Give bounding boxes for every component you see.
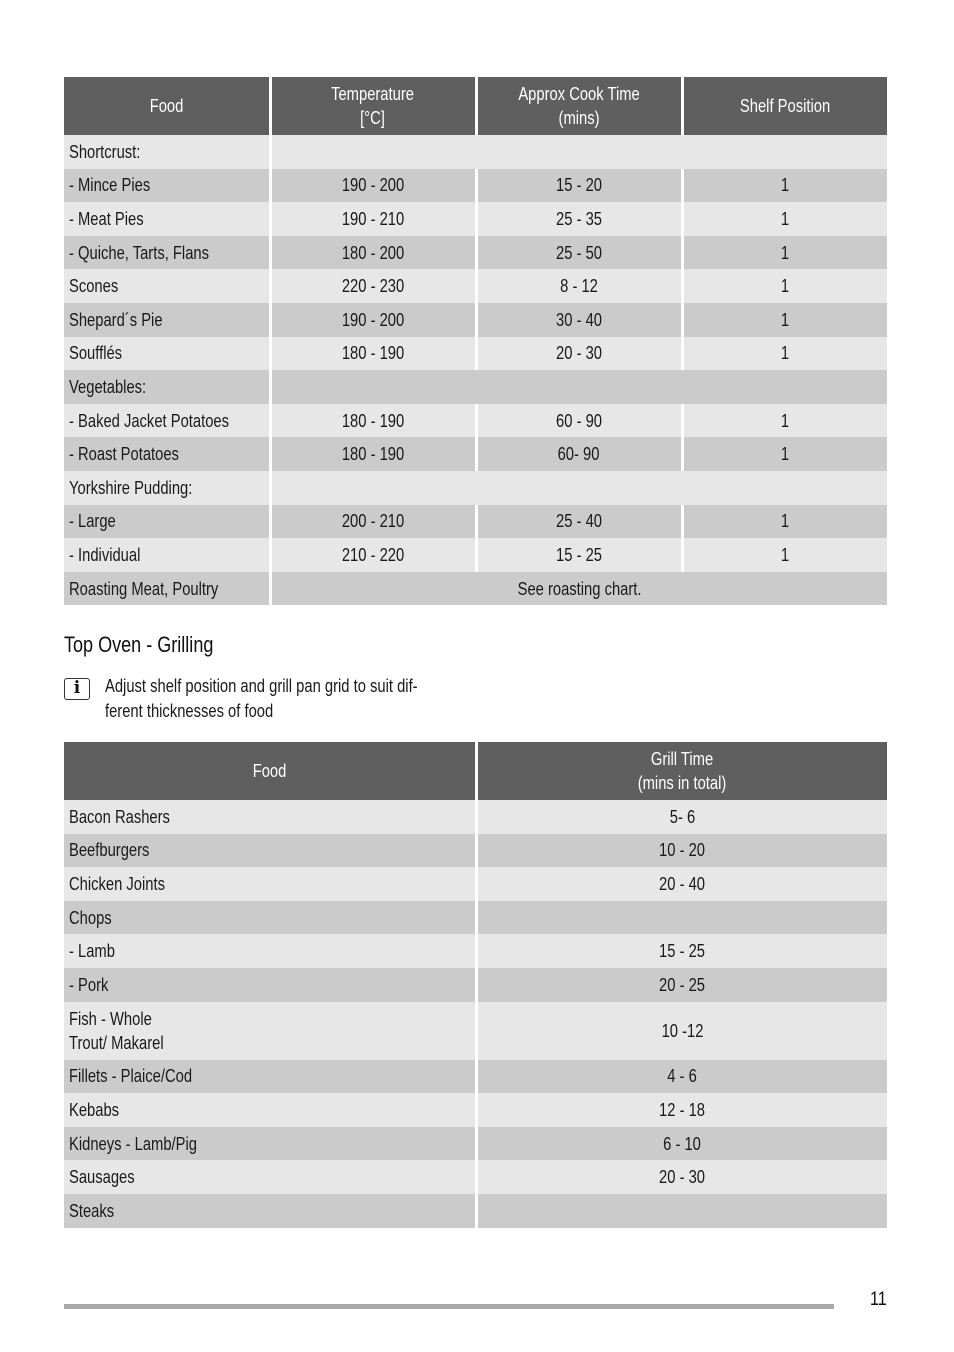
grill-time-cell: 12 - 18 xyxy=(476,1093,887,1127)
table-row xyxy=(64,1002,887,1060)
food-cell: Fillets - Plaice/Cod xyxy=(64,1060,476,1094)
table-row xyxy=(64,867,887,901)
page-number: 11 xyxy=(870,1289,887,1310)
food-cell: Beefburgers xyxy=(64,834,476,868)
table-row xyxy=(64,1160,887,1194)
temperature-cell: 180 - 200 xyxy=(270,236,476,270)
table-row xyxy=(64,1093,887,1127)
table-row xyxy=(64,135,887,169)
cook-time-cell: 60- 90 xyxy=(476,437,682,471)
grill-time-cell: 20 - 25 xyxy=(476,968,887,1002)
food-cell: - Lamb xyxy=(64,934,476,968)
temperature-cell: 190 - 200 xyxy=(270,303,476,337)
table-row xyxy=(64,538,887,572)
grill-time-cell: 10 - 20 xyxy=(476,834,887,868)
food-cell: - Roast Potatoes xyxy=(64,437,270,471)
temperature-cell: 190 - 210 xyxy=(270,202,476,236)
empty-cell xyxy=(270,471,887,505)
table-header-row xyxy=(64,742,887,800)
footer-rule xyxy=(64,1304,834,1309)
shelf-position-cell: 1 xyxy=(682,404,887,438)
grill-time-cell: 6 - 10 xyxy=(476,1127,887,1161)
table-row xyxy=(64,800,887,834)
table-row xyxy=(64,968,887,1002)
table-row xyxy=(64,471,887,505)
table-row xyxy=(64,1194,887,1228)
food-cell: Kebabs xyxy=(64,1093,476,1127)
temperature-cell: 210 - 220 xyxy=(270,538,476,572)
header-food: Food xyxy=(64,742,476,800)
oven-cooking-table xyxy=(64,77,887,605)
header-cook-time: Approx Cook Time (mins) xyxy=(476,77,682,135)
table-row xyxy=(64,337,887,371)
temperature-cell: 190 - 200 xyxy=(270,169,476,203)
note-text: Adjust shelf position and grill pan grid to suit dif- ferent thicknesses of food xyxy=(105,676,418,721)
temperature-cell: 180 - 190 xyxy=(270,404,476,438)
grill-time-cell: 4 - 6 xyxy=(476,1060,887,1094)
food-cell: - Baked Jacket Potatoes xyxy=(64,404,270,438)
food-cell: Vegetables: xyxy=(64,370,270,404)
food-cell: Chops xyxy=(64,901,476,935)
food-cell: Shortcrust: xyxy=(64,135,270,169)
food-cell: - Individual xyxy=(64,538,270,572)
cook-time-cell: 8 - 12 xyxy=(476,269,682,303)
temperature-cell: 220 - 230 xyxy=(270,269,476,303)
table-row xyxy=(64,370,887,404)
table-row xyxy=(64,834,887,868)
grill-time-cell: 10 -12 xyxy=(476,1002,887,1060)
food-cell: Chicken Joints xyxy=(64,867,476,901)
shelf-position-cell: 1 xyxy=(682,269,887,303)
food-cell: Shepard´s Pie xyxy=(64,303,270,337)
table-row xyxy=(64,269,887,303)
cook-time-cell: 25 - 50 xyxy=(476,236,682,270)
food-cell: - Mince Pies xyxy=(64,169,270,203)
header-food: Food xyxy=(64,77,270,135)
table-row xyxy=(64,572,887,606)
table-row xyxy=(64,1060,887,1094)
temperature-cell: 200 - 210 xyxy=(270,505,476,539)
cook-time-cell: 30 - 40 xyxy=(476,303,682,337)
grilling-table xyxy=(64,742,887,1228)
food-cell: Roasting Meat, Poultry xyxy=(64,572,270,606)
cook-time-cell: 15 - 20 xyxy=(476,169,682,203)
empty-cell xyxy=(270,135,887,169)
table-row xyxy=(64,1127,887,1161)
table-row xyxy=(64,303,887,337)
temperature-cell: 180 - 190 xyxy=(270,337,476,371)
shelf-position-cell: 1 xyxy=(682,337,887,371)
food-cell: Soufflés xyxy=(64,337,270,371)
shelf-position-cell: 1 xyxy=(682,505,887,539)
grill-time-cell: 20 - 40 xyxy=(476,867,887,901)
food-cell: - Meat Pies xyxy=(64,202,270,236)
shelf-position-cell: 1 xyxy=(682,202,887,236)
table-row xyxy=(64,236,887,270)
cook-time-cell: 15 - 25 xyxy=(476,538,682,572)
header-temperature: Temperature [°C] xyxy=(270,77,476,135)
shelf-position-cell: 1 xyxy=(682,538,887,572)
grill-time-cell: 15 - 25 xyxy=(476,934,887,968)
table-header-row xyxy=(64,77,887,135)
shelf-position-cell: 1 xyxy=(682,169,887,203)
shelf-position-cell: 1 xyxy=(682,303,887,337)
shelf-position-cell: 1 xyxy=(682,437,887,471)
table-row xyxy=(64,169,887,203)
table-row xyxy=(64,505,887,539)
table-row xyxy=(64,437,887,471)
table-row xyxy=(64,404,887,438)
section-title: Top Oven - Grilling xyxy=(64,632,214,657)
shelf-position-cell: 1 xyxy=(682,236,887,270)
grill-time-cell xyxy=(476,901,887,935)
empty-cell xyxy=(270,370,887,404)
table-row xyxy=(64,901,887,935)
grill-time-cell: 20 - 30 xyxy=(476,1160,887,1194)
grill-time-cell: 5- 6 xyxy=(476,800,887,834)
table-row xyxy=(64,934,887,968)
food-cell: Fish - Whole Trout/ Makarel xyxy=(64,1002,476,1060)
table-row xyxy=(64,202,887,236)
info-icon: i xyxy=(64,678,90,700)
food-cell: Yorkshire Pudding: xyxy=(64,471,270,505)
food-cell: Bacon Rashers xyxy=(64,800,476,834)
food-cell: - Large xyxy=(64,505,270,539)
food-cell: Scones xyxy=(64,269,270,303)
cook-time-cell: 25 - 35 xyxy=(476,202,682,236)
cook-time-cell: 60 - 90 xyxy=(476,404,682,438)
cook-time-cell: 25 - 40 xyxy=(476,505,682,539)
food-cell: Kidneys - Lamb/Pig xyxy=(64,1127,476,1161)
grill-time-cell xyxy=(476,1194,887,1228)
food-cell: Sausages xyxy=(64,1160,476,1194)
temperature-cell: 180 - 190 xyxy=(270,437,476,471)
food-cell: Steaks xyxy=(64,1194,476,1228)
header-shelf-position: Shelf Position xyxy=(682,77,887,135)
header-grill-time: Grill Time (mins in total) xyxy=(476,742,887,800)
food-cell: - Quiche, Tarts, Flans xyxy=(64,236,270,270)
cook-time-cell: 20 - 30 xyxy=(476,337,682,371)
food-cell: - Pork xyxy=(64,968,476,1002)
roasting-chart-note: See roasting chart. xyxy=(270,572,887,606)
